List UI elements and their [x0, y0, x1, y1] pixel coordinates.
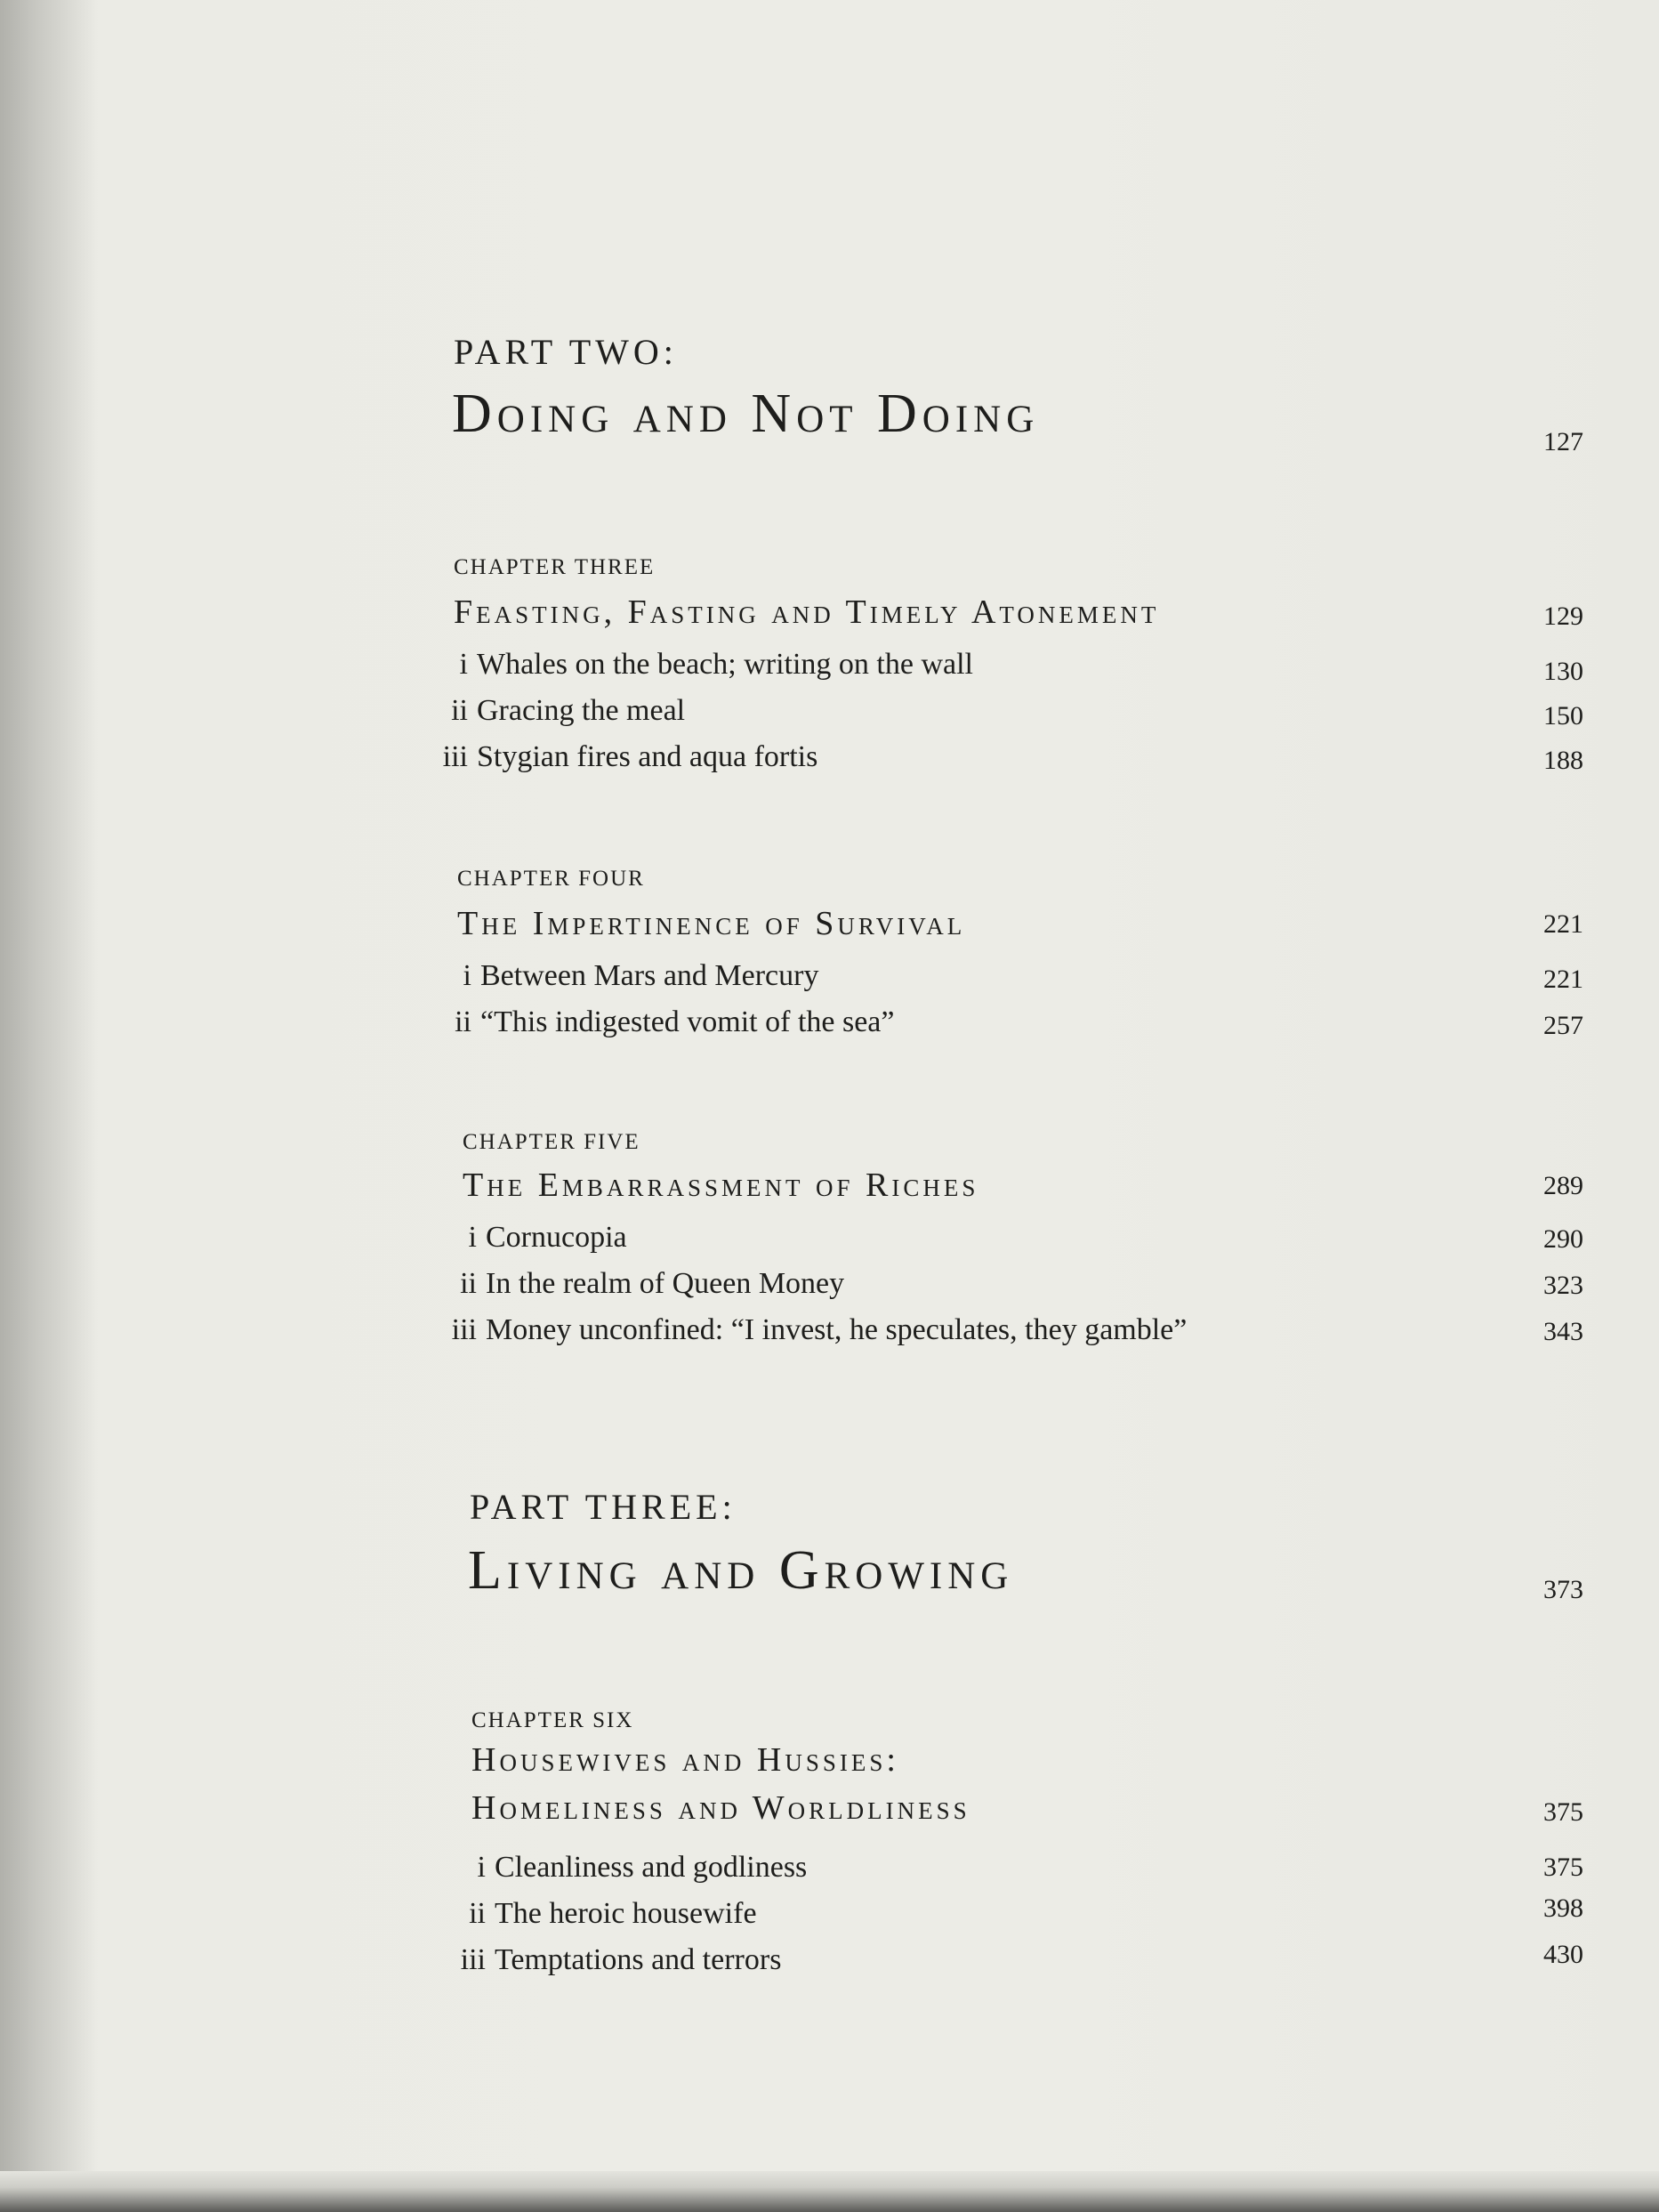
page-bottom-edge	[0, 2171, 1659, 2212]
section-page: 398	[1543, 1893, 1583, 1923]
section-number: ii	[451, 694, 468, 727]
toc-entry	[443, 1943, 781, 1977]
section-number: ii	[455, 1005, 471, 1038]
chapter-three-label: CHAPTER THREE	[454, 555, 656, 579]
toc-entry	[429, 959, 818, 993]
section-title: The heroic housewife	[495, 1897, 757, 1930]
section-title: Temptations and terrors	[495, 1943, 782, 1976]
page-gutter-shadow	[0, 0, 98, 2198]
section-page: 150	[1543, 701, 1583, 731]
section-page: 430	[1543, 1940, 1583, 1969]
toc-entry	[443, 1897, 757, 1931]
toc-entry	[425, 694, 685, 728]
part-three-label: PART THREE:	[470, 1487, 737, 1527]
section-number: ii	[460, 1267, 477, 1300]
chapter-five-title: The Embarrassment of Riches	[463, 1167, 979, 1204]
toc-entry	[425, 648, 973, 682]
chapter-four-page: 221	[1543, 909, 1583, 939]
chapter-five-page: 289	[1543, 1171, 1583, 1200]
section-number: iii	[442, 740, 468, 773]
section-title: Cleanliness and godliness	[495, 1851, 808, 1884]
section-page: 375	[1543, 1853, 1583, 1882]
chapter-three-page: 129	[1543, 601, 1583, 631]
part-two-label: PART TWO:	[454, 332, 678, 372]
section-page: 130	[1543, 657, 1583, 686]
chapter-six-title-line2: Homeliness and Worldliness	[471, 1789, 970, 1827]
section-number: i	[459, 648, 468, 681]
chapter-four-label: CHAPTER FOUR	[457, 867, 645, 891]
section-title: Gracing the meal	[477, 694, 686, 727]
chapter-five-label: CHAPTER FIVE	[463, 1130, 640, 1154]
section-number: ii	[469, 1897, 486, 1930]
section-number: i	[468, 1221, 477, 1254]
part-two-page: 127	[1543, 427, 1583, 456]
section-page: 290	[1543, 1224, 1583, 1254]
chapter-four-title: The Impertinence of Survival	[457, 905, 966, 942]
section-title: In the realm of Queen Money	[486, 1267, 845, 1300]
section-page: 257	[1543, 1011, 1583, 1040]
part-three-page: 373	[1543, 1575, 1583, 1604]
toc-entry	[443, 1851, 807, 1885]
section-title: Whales on the beach; writing on the wall	[477, 648, 973, 681]
chapter-three-title: Feasting, Fasting and Timely Atonement	[454, 593, 1160, 631]
section-page: 343	[1543, 1317, 1583, 1346]
section-number: i	[477, 1851, 486, 1884]
section-title: Between Mars and Mercury	[480, 959, 819, 992]
toc-entry	[434, 1313, 1187, 1347]
toc-entry	[434, 1267, 844, 1301]
section-title: Cornucopia	[486, 1221, 627, 1254]
section-page: 221	[1543, 965, 1583, 994]
chapter-six-label: CHAPTER SIX	[471, 1708, 634, 1732]
section-title: Stygian fires and aqua fortis	[477, 740, 818, 773]
part-two-title: Doing and Not Doing	[452, 383, 1040, 444]
toc-entry	[429, 1005, 895, 1039]
section-title: “This indigested vomit of the sea”	[480, 1005, 895, 1038]
section-page: 323	[1543, 1271, 1583, 1300]
chapter-six-title-line1: Housewives and Hussies:	[471, 1741, 899, 1779]
section-number: i	[463, 959, 471, 992]
section-number: iii	[451, 1313, 477, 1346]
chapter-six-page: 375	[1543, 1797, 1583, 1827]
section-title: Money unconfined: “I invest, he speculates, they gamble”	[486, 1313, 1188, 1346]
toc-entry	[434, 1221, 627, 1255]
section-number: iii	[460, 1943, 486, 1976]
part-three-title: Living and Growing	[468, 1540, 1014, 1601]
toc-entry	[425, 740, 817, 774]
section-page: 188	[1543, 746, 1583, 775]
